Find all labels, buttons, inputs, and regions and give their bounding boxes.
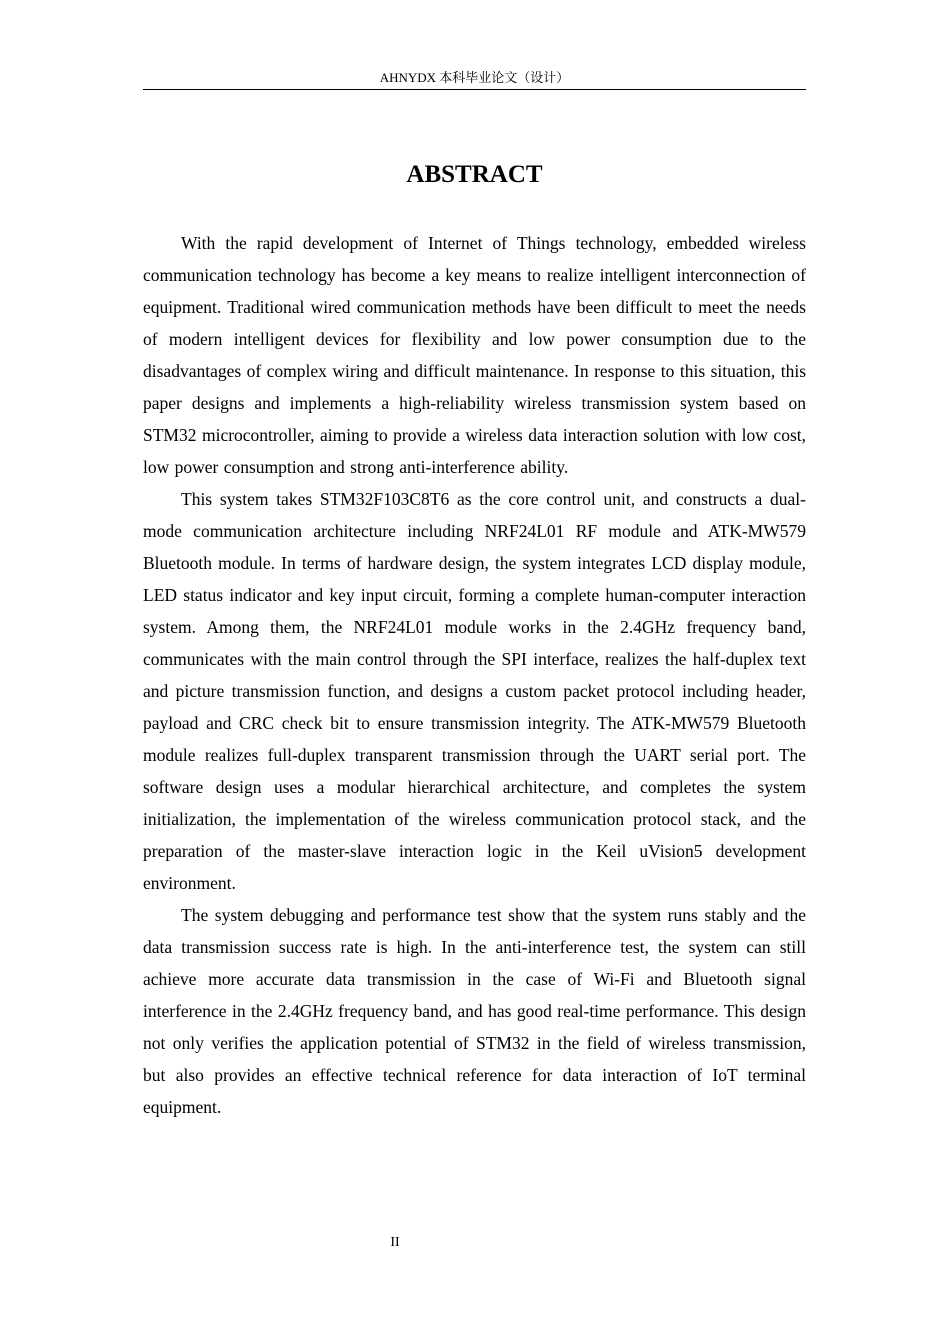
page-number: II [390, 1235, 400, 1250]
abstract-paragraph-1: With the rapid development of Internet of Things technology, embedded wireless communication technology has become a key means to realize intelligent interconnection of equipment. Traditional wired communication methods have been difficult to meet the needs of modern intelligent devices for flexibility and low power consumption due to the disadvantages of complex wiring and difficult maintenance. In response to this situation, this paper designs and implements a high-reliability wireless transmission system based on STM32 microcontroller, aiming to provide a wireless data interaction solution with low cost, low power consumption and strong anti-interference ability. [143, 233, 806, 477]
abstract-paragraph-2: This system takes STM32F103C8T6 as the core control unit, and constructs a dual-mode communication architecture including NRF24L01 RF module and ATK-MW579 Bluetooth module. In terms of hardware design, the system integrates LCD display module, LED status indicator and key input circuit, forming a complete human-computer interaction system. Among them, the NRF24L01 module works in the 2.4GHz frequency band, communicates with the main control through the SPI interface, realizes the half-duplex text and picture transmission function, and designs a custom packet protocol including header, payload and CRC check bit to ensure transmission integrity. The ATK-MW579 Bluetooth module realizes full-duplex transparent transmission through the UART serial port. The software design uses a modular hierarchical architecture, and completes the system initialization, the implementation of the wireless communication protocol stack, and the preparation of the master-slave interaction logic in the Keil uVision5 development environment. [143, 489, 806, 893]
abstract-paragraph-3: The system debugging and performance test show that the system runs stably and the data transmission success rate is high. In the anti-interference test, the system can still achieve more accurate data transmission in the case of Wi-Fi and Bluetooth signal interference in the 2.4GHz frequency band, and has good real-time performance. This design not only verifies the application potential of STM32 in the field of wireless transmission, but also provides an effective technical reference for data interaction of IoT terminal equipment. [143, 905, 806, 1117]
abstract-body [143, 227, 806, 1123]
running-header: AHNYDX 本科毕业论文（设计） [143, 69, 806, 90]
abstract-title: ABSTRACT [406, 161, 543, 188]
